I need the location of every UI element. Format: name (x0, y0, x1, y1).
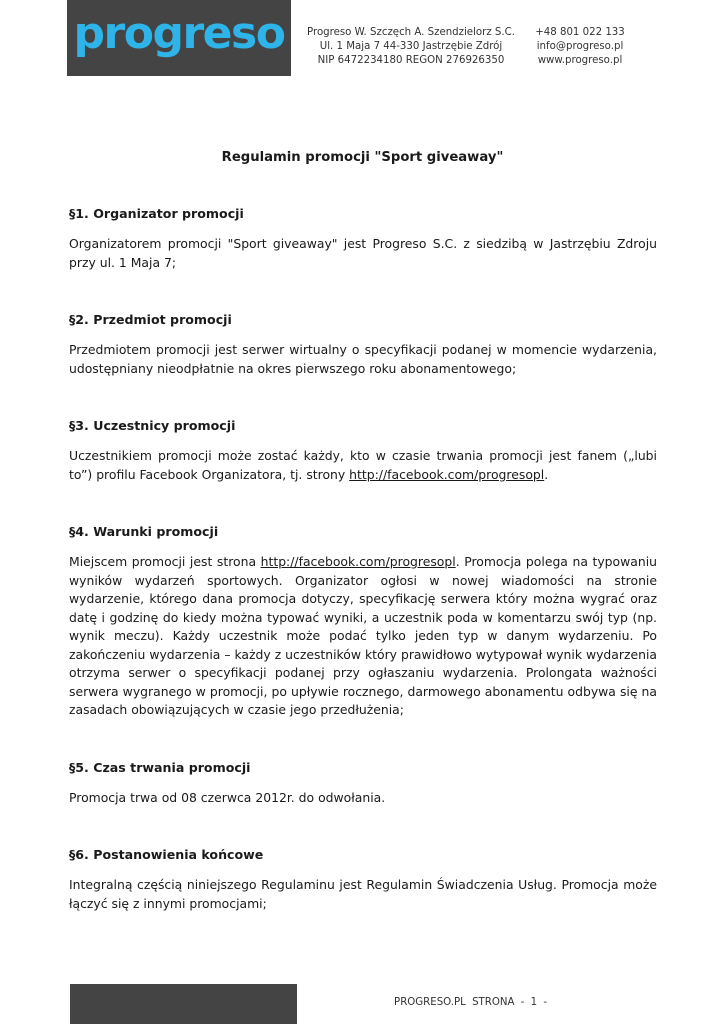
section-heading: §6. Postanowienia końcowe (69, 847, 264, 862)
section-text: Organizatorem promocji "Sport giveaway" jest Progreso S.C. z siedzibą w Jastrzębiu Zdroju przy ul. 1 Maja 7; (69, 236, 657, 270)
contact-phone[interactable]: +48 801 022 133 (535, 27, 625, 38)
section-text (69, 553, 657, 720)
section-text: Integralną częścią niniejszego Regulaminu jest Regulamin Świadczenia Usług. Promocja może łączyć się z innymi promocjami; (69, 877, 657, 911)
section-heading: §3. Uczestnicy promocji (69, 418, 236, 433)
document-title: Regulamin promocji "Sport giveaway" (221, 150, 504, 165)
section-organizer (69, 206, 657, 272)
progreso-logo: progreso (73, 8, 285, 59)
section-heading: §1. Organizator promocji (69, 206, 244, 221)
section-duration (69, 760, 657, 808)
facebook-link[interactable]: http://facebook.com/progresopl (260, 554, 456, 569)
footer-box (70, 984, 297, 1024)
section-text-before: Uczestnikiem promocji może zostać każdy, kto w czasie trwania promocji jest fanem („lubi to”) profilu Facebook Organizatora, tj. strony (69, 448, 657, 482)
company-info (302, 26, 520, 68)
facebook-link[interactable]: http://facebook.com/progresopl (349, 466, 545, 482)
company-address: Ul. 1 Maja 7 44-330 Jastrzębie Zdrój (319, 41, 503, 52)
section-subject (69, 312, 657, 378)
document-body (69, 206, 657, 953)
section-text: Promocja trwa od 08 czerwca 2012r. do odwołania. (69, 789, 386, 805)
section-text (69, 447, 657, 484)
section-text-before: Miejscem promocji jest strona (69, 554, 261, 569)
company-tax-ids: NIP 6472234180 REGON 276926350 (317, 55, 505, 66)
page-footer: PROGRESO.PL STRONA - 1 - (394, 997, 547, 1008)
contact-email[interactable]: info@progreso.pl (536, 41, 624, 52)
section-text: Przedmiotem promocji jest serwer wirtualny o specyfikacji podanej w momencie wydarzenia, udostępniany nieodpłatnie na okres pierwszego roku abonamentowego; (69, 342, 657, 376)
company-name: Progreso W. Szczęch A. Szendzielorz S.C. (307, 27, 515, 38)
section-conditions (69, 524, 657, 720)
section-text-after: . Promocja polega na typowaniu wyników wydarzeń sportowych. Organizator ogłosi w nowej wiadomości na stronie wydarzenie, którego dana promocja dotyczy, specyfikację serwera który można wygrać oraz datę i godzinę do kiedy można typować wyniki, a uczestnik poda w komentarzu swój typ (np. wynik meczu). Każdy uczestnik może podać tylko jeden typ w danym wydarzeniu. Po zakończeniu wydarzenia – każdy z uczestników który prawidłowo wytypował wynik wydarzenia otrzyma serwer o specyfikacji podanej przy ogłaszaniu wydarzenia. Prolongata ważności serwera wygranego w promocji, po upływie rocznego, darmowego abonamentu odbywa się na zasadach obowiązujących w czasie jego przedłużenia; (69, 554, 658, 717)
section-heading: §2. Przedmiot promocji (69, 312, 232, 327)
section-participants (69, 418, 657, 484)
section-text-after: . (544, 466, 549, 482)
logo-box (67, 0, 291, 76)
contact-info (530, 26, 630, 68)
section-heading: §4. Warunki promocji (69, 524, 219, 539)
section-heading: §5. Czas trwania promocji (69, 759, 251, 775)
section-final-provisions (69, 847, 657, 913)
contact-website[interactable]: www.progreso.pl (537, 55, 623, 66)
